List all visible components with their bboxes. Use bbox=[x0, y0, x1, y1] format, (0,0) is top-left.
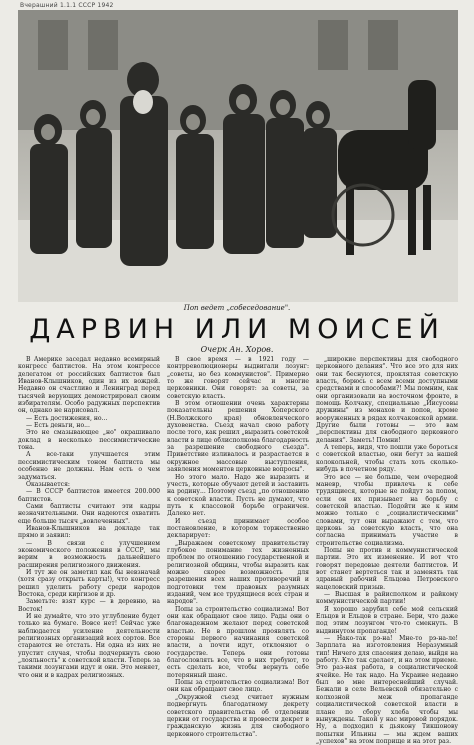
paragraph: „Выражаем советскому правительству глубокое понимание тех жизненных проблем по отношению государственной и религиозной общины, чтобы выразить как можно скорее возможность для разрешения всех наших противоречий и подготовки тем правовых разумных изданий, чем все трудящиеся всех стран и народов". bbox=[167, 539, 309, 606]
paragraph: — Нако-так рэ-на! Мне-то рэ-на-ле! Зарплата на изготовления Неразумный тип! Ничего для спасения делаю, выйдя на работу. Кто так сделает, и на этом приеме. Это раз-ная работа, в социалистической ячейке. Не так надо. На Украине недавно был во мне интереснейший случай. Бежали в селе Вельевской обязательно с колхозной меж пропаганде социалистической советской власти в плане по сбору хлеба чтобы мы вынуждены. Такой у нас мировой порядок. Ну, а подходил к дьякону Тикшонову попытки Ильины — мы ждем ваших „успехов" на этом поприще и на этот раз. bbox=[316, 635, 458, 745]
paragraph: Иванов-Клышников на докладе так прямо и заявил: bbox=[18, 524, 160, 540]
paragraph: Это не смазывающее „но" окрашивало доклад в несколько пессимистические тона. bbox=[18, 429, 160, 452]
paragraph: — Есть достижения, но... bbox=[26, 414, 108, 422]
paragraph: И не думайте, что это углубление будет только на бумаге. Вовсе нет! Сейчас уже наблюдается усиление деятельности религиозных организаций всех сортов. Все стараются не отстать. Ни одна из них не упустит случая, чтобы подчеркнуть свою „лояльность" к советской власти. Теперь за такими лозунгами идут и они. Это меняет, что они и в кадрах религиозных. bbox=[18, 613, 160, 679]
article-body bbox=[18, 356, 458, 745]
paragraph: — Высшая в райисполком и райкому коммунистической партии! bbox=[316, 591, 458, 606]
text-column-2 bbox=[167, 356, 309, 738]
paragraph: В этом отношении очень характерны показательны решения Хоперского (Н.Волжского края) обновленческого духовенства. Съезд начал свою работу после того, как решил „выразить советской власти в лице облисполкома благодарность за разрешение свободного съезда". Приветствие изливалось и разрастается в окружное массовые выступления, заявления моментов церковные вопросы". bbox=[167, 400, 309, 474]
photo-caption: Поп ведет „собеседование". bbox=[183, 304, 291, 312]
paragraph: Это все — не больше, чем очередной маневр, чтобы привлечь к себе трудящиеся, которые не пойдут за попом, если он их призывает на борьбу с советской властью. Подойти же к ним можно только с „социалистическими" словами, тут они выражают с тем, что церковь за советскую власть, что она согласна принимать участие в строительстве социализма. bbox=[316, 473, 458, 547]
text-column-3 bbox=[316, 356, 458, 745]
paragraph: — В СССР баптистов имеется 200.000 баптистов. bbox=[18, 488, 160, 503]
paragraph: — В связи с улучшением экономического положения в СССР, мы верим в возможность дальнейшего расширения религиозного движения. bbox=[18, 539, 160, 569]
paragraph: „Окружной съезд считает нужным подвергнуть благодатному декрету советского правительства об отделении церкви от государства и провести декрет в гражданскую жизнь для свободного церковного строительства". bbox=[167, 693, 309, 738]
paragraph: Попы за строительство социализма! Вот они как обращают свое лицо. bbox=[167, 679, 309, 694]
paragraph: — Есть деньги, но... bbox=[26, 422, 90, 430]
article-photo bbox=[18, 10, 458, 302]
paragraph: В свое время — в 1921 году — контрреволюционеры выдвигали лозунг: „советы, но без коммунистов". Примерно то же говорят сейчас и многие церковники. Они говорят: за советы, за советскую власть. bbox=[167, 356, 309, 400]
text-column-1 bbox=[18, 356, 160, 679]
paragraph: В Америке заседал недавно всемирный конгресс баптистов. На этом конгрессе делегатом от российских баптистов был Иванов-Клышников, один из их вождей. Недавно он счастливо и Ленинград перед тысячей верующих демонстрировал своим избирателям. Особо радужных перспектив он, однако не нарисовал. bbox=[18, 356, 160, 415]
photo-image bbox=[18, 10, 458, 302]
paragraph: И съезд принимает особое постановление, в котором торжественно декларирует: bbox=[167, 517, 309, 540]
paragraph: „широкие перспективы для свободного церковного делания". Что все это для них они так беснуются, проклятая советскую власть, борюсь с всем всеми доступными средствами и способами?! Мы помним, как они организовали на восточном фронте, в помощь Колчаку, специальные „Иисусовы дружины" из монахов и попов, кроме вооруженных в рядах колчаковской армии. Другие были готовы — это вам „перспективы для свободного церковного делания". Заметь! Помни! bbox=[316, 356, 458, 444]
article-title: ДАРВИН ИЛИ МОИСЕЙ bbox=[29, 314, 445, 345]
article-byline: Очерк Ан. Хоров. bbox=[200, 345, 274, 354]
paragraph: Попы не против и коммунистической партии. Это их изменение. И вот что говорят передовые деятели баптистов. И вот станет вертеться так и заменять так здравый рабочий Ельцова Петровского нацеловский призыв. bbox=[316, 546, 458, 591]
paragraph: Заметьте: взят курс — в деревню, на Восток! bbox=[18, 598, 160, 613]
paragraph: Попы за строительство социализма! Вот они как обращают свое лицо. Рады они о благонадежном желают перед советской властью. Не в прошлом проявлять со стороны первого начинания советской власти, а почти идут, отклоняют о государстве. Теперь они готовы благословлять все, что в них требуют, то есть сделать все, чтобы вернуть себе потерянный шанс. bbox=[167, 605, 309, 679]
page-header: Вчерашний 1.1.1 СССР 1942 bbox=[20, 2, 114, 9]
paragraph: И тут же он заметил как бы невзначай (хотя сразу открыть карты!), что конгресс решил уделить работу среди народов Востока, среди киргизов и др. bbox=[18, 568, 160, 598]
paragraph: Сами баптисты считают эти кадры незначительными. Они надеются охватить еще больше тысяч „вовлеченных". bbox=[18, 502, 160, 525]
paragraph: Я хорошо зарубил себе мой сельский Ельцов и Ельцов в стране. Бери, что даже под этим лозунгом что-то смекнуть. В выдвинутом пропаганде! bbox=[316, 605, 458, 635]
paragraph: А все-таки улучшается этим пессимистическим тоном баптиста мы особенно не должны. Нам есть о чем задуматься. bbox=[18, 451, 160, 481]
paragraph: А теперь, видя, что пошли уже бороться с советской властью, они бегут за нашей колокольней, чтобы стать хоть сколько-нибудь в почетном ряду. bbox=[316, 444, 458, 474]
paragraph: Но этого мало. Надо же выразить и учесть, которые обучают детей и заставить на родину... Поэтому съезд „по отношению к советской власти. Пусть не думают, что путь к классовой борьбе ограничен. Далеко нет. bbox=[167, 473, 309, 518]
paragraph: Оказывается: bbox=[26, 480, 70, 488]
